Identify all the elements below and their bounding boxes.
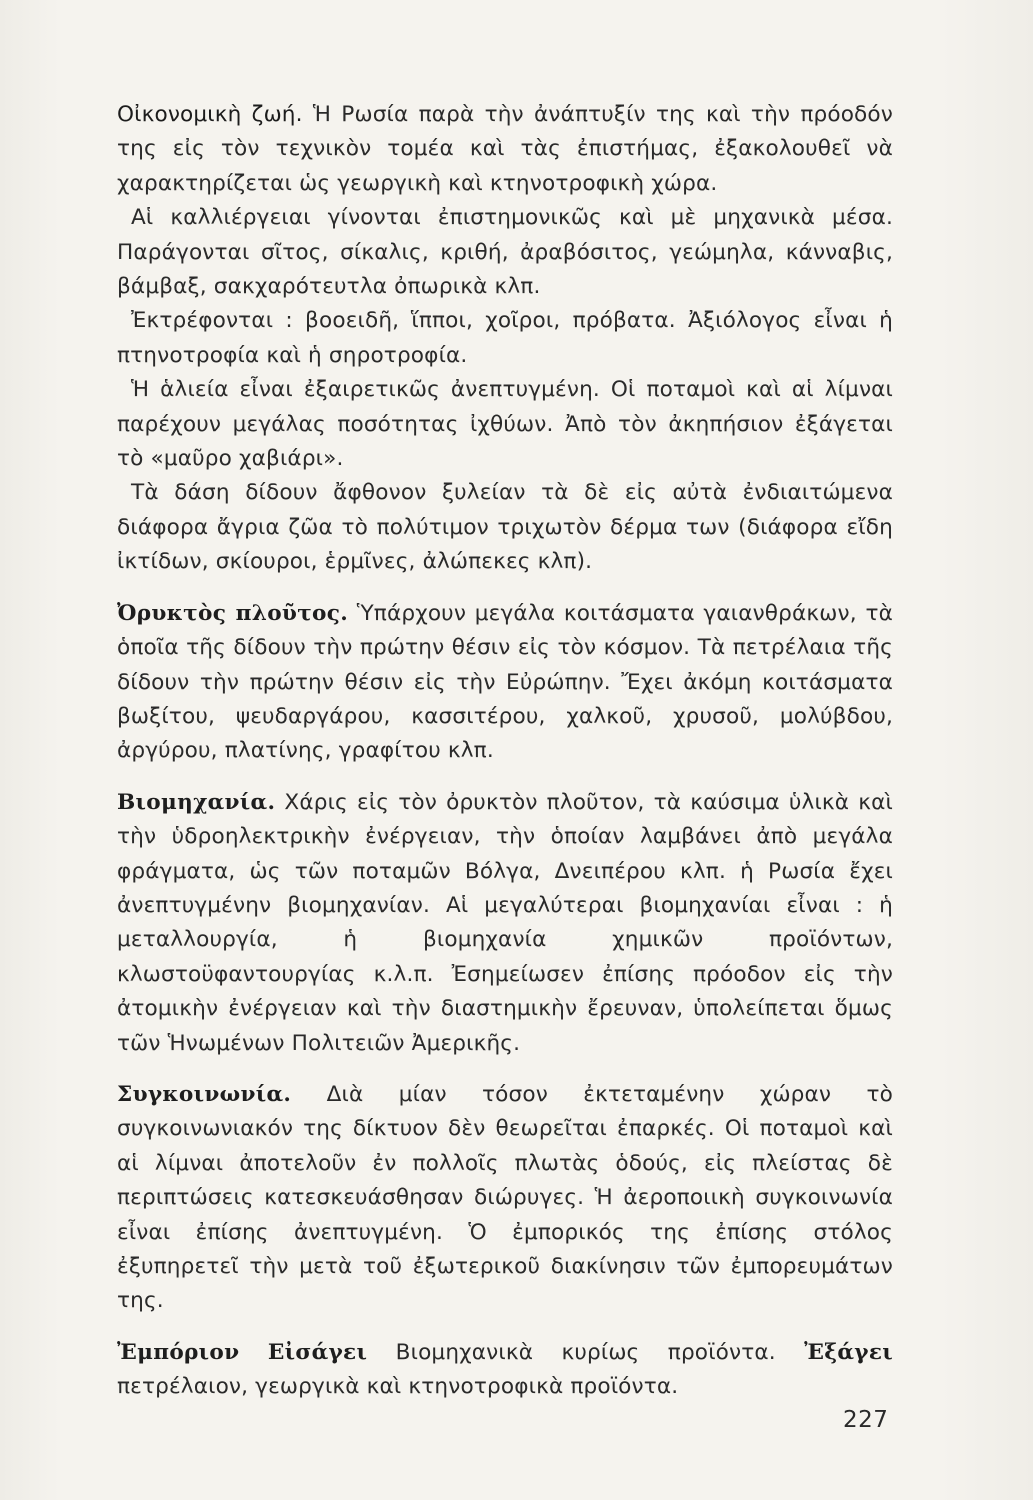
communication-text: Διὰ μίαν τόσον ἐκτεταμένην χώραν τὸ συγκοινωνιακόν της δίκτυον δὲν θεωρεῖται ἐπαρκές. Οἱ ποταμοὶ καὶ αἱ λίμναι ἀποτελοῦν ἐν πολλοῖς πλωτὰς ὁδούς, εἰς πλείστας δὲ περιπτώσεις κατεσκευάσθησαν διώρυγες. Ἡ ἀεροποιικὴ συγκοινωνία εἶναι ἐπίσης ἀνεπτυγμένη. Ὁ ἐμπορικός της ἐπίσης στόλος ἐξυπηρετεῖ τὴν μετὰ τοῦ ἐξωτερικοῦ διακίνησιν τῶν ἐμπορευμάτων της. <box>117 1081 893 1314</box>
communication-heading: Συγκοινωνία. <box>117 1081 292 1107</box>
industry-heading: Βιομηχανία. <box>117 789 276 815</box>
mineral-text: Ὑπάρχουν μεγάλα κοιτάσματα γαιανθράκων, τὰ ὁποῖα τῆς δίδουν τὴν πρώτην θέσιν εἰς τὸν κόσμον. Τὰ πετρέλαια τῆς δίδουν τὴν πρώτην θέσιν εἰς τὴν Εὐρώπην. Ἔχει ἀκόμη κοιτάσματα βωξίτου, ψευδαργάρου, κασσιτέρου, χαλκοῦ, χρυσοῦ, μολύβδου, ἀργύρου, πλατίνης, γραφίτου κλπ. <box>117 600 893 764</box>
import-heading: Εἰσάγει <box>267 1339 368 1365</box>
trade-paragraph <box>117 1336 893 1405</box>
trade-heading: Ἐμπόριον <box>117 1339 240 1365</box>
industry-paragraph <box>117 786 893 1061</box>
crops-paragraph: Αἱ καλλιέργειαι γίνονται ἐπιστημονικῶς καὶ μὲ μηχανικὰ μέσα. Παράγονται σῖτος, σίκαλις, κριθή, ἀραβόσιτος, γεώμηλα, κάνναβις, βάμβαξ, σακχαρότευτλα ὀπωρικὰ κλπ. <box>117 205 893 300</box>
mineral-heading: Ὀρυκτὸς πλοῦτος. <box>117 600 349 626</box>
economy-heading: Οἰκονομικὴ ζωή. <box>117 102 303 127</box>
import-text: Βιομηχανικὰ κυρίως προϊόντα. <box>367 1339 805 1365</box>
fishing-paragraph: Ἡ ἁλιεία εἶναι ἐξαιρετικῶς ἀνεπτυγμένη. Οἱ ποταμοὶ καὶ αἱ λίμναι παρέχουν μεγάλας ποσότητας ἰχθύων. Ἀπὸ τὸν ἀκηπήσιον ἐξάγεται τὸ «μαῦρο χαβιάρι». <box>117 377 893 472</box>
export-text: πετρέλαιον, γεωργικὰ καὶ κτηνοτροφικὰ προϊόντα. <box>117 1374 679 1400</box>
mineral-paragraph <box>117 597 893 769</box>
industry-text: Χάρις εἰς τὸν ὀρυκτὸν πλοῦτον, τὰ καύσιμα ὑλικὰ καὶ τὴν ὑδροηλεκτρικὴν ἐνέργειαν, τὴν ὁποίαν λαμβάνει ἀπὸ μεγάλα φράγματα, ὡς τῶν ποταμῶν Βόλγα, Δνειπέρου κλπ. ἡ Ρωσία ἔχει ἀνεπτυγμένην βιομηχανίαν. Αἱ μεγαλύτεραι βιομηχανίαι εἶναι : ἡ μεταλλουργία, ἡ βιομηχανία χημικῶν προϊόντων, κλωστοϋφαντουργίας κ.λ.π. Ἐσημείωσεν ἐπίσης πρόοδον εἰς τὴν ἀτομικὴν ἐνέργειαν καὶ τὴν διαστημικὴν ἔρευναν, ὑπολείπεται ὅμως τῶν Ἡνωμένων Πολιτειῶν Ἀμερικῆς. <box>117 789 893 1056</box>
communication-paragraph <box>117 1078 893 1319</box>
page-body <box>117 98 893 1405</box>
economy-paragraph <box>117 98 893 201</box>
page-number: 227 <box>843 1407 889 1433</box>
livestock-paragraph: Ἐκτρέφονται : βοοειδῆ, ἵπποι, χοῖροι, πρόβατα. Ἀξιόλογος εἶναι ἡ πτηνοτροφία καὶ ἡ σηροτροφία. <box>117 308 893 368</box>
export-heading: Ἐξάγει <box>804 1339 894 1365</box>
economy-intro: Ἡ Ρωσία παρὰ τὴν ἀνάπτυξίν της καὶ τὴν πρόοδόν της εἰς τὸν τεχνικὸν τομέα καὶ τὰς ἐπιστήμας, ἐξακολουθεῖ νὰ χαρακτηρίζεται ὡς γεωργικὴ καὶ κτηνοτροφικὴ χώρα. <box>117 102 893 196</box>
forests-paragraph: Τὰ δάση δίδουν ἄφθονον ξυλείαν τὰ δὲ εἰς αὐτὰ ἐνδιαιτώμενα διάφορα ἄγρια ζῶα τὸ πολύτιμον τριχωτὸν δέρμα των (διάφορα εἴδη ἰκτίδων, σκίουροι, ἑρμῖνες, ἀλώπεκες κλπ). <box>117 480 893 575</box>
